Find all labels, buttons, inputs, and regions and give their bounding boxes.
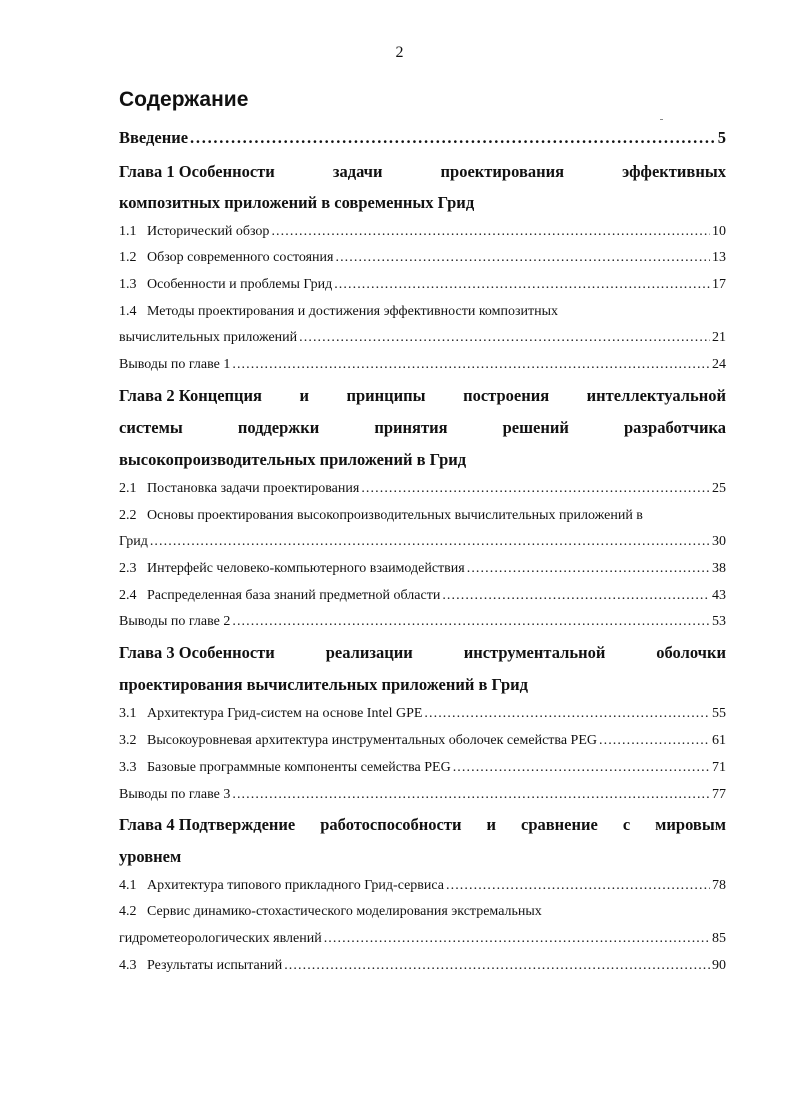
- toc-entry-title: Выводы по главе 2: [119, 614, 231, 629]
- dot-leader: [232, 614, 710, 630]
- toc-entry-page: 38: [712, 561, 726, 576]
- title-word: системы: [119, 418, 183, 437]
- title-word: оболочки: [656, 643, 726, 662]
- title-word: работоспособности: [320, 815, 462, 834]
- section-number: 2.1: [119, 481, 137, 496]
- dot-leader: [271, 224, 710, 240]
- section-number: 2.2: [119, 508, 137, 523]
- toc-entry-page: 90: [712, 958, 726, 973]
- dot-leader: [442, 588, 710, 604]
- toc-entry-2-2-line2[interactable]: [119, 534, 726, 554]
- chapter-3-title-line2[interactable]: проектирования вычислительных приложений в Грид: [119, 675, 529, 694]
- dot-leader: [324, 931, 710, 947]
- toc-entry-page: 53: [712, 614, 726, 629]
- page-title: Содержание: [119, 88, 249, 111]
- toc-entry-page: 30: [712, 534, 726, 549]
- title-word: поддержки: [237, 418, 320, 437]
- section-number: 1.3: [119, 277, 137, 292]
- section-number: 3.1: [119, 706, 137, 721]
- toc-entry-page: 21: [712, 330, 726, 345]
- toc-entry-page: 43: [712, 588, 726, 603]
- toc-entry-title: Интерфейс человеко-компьютерного взаимодействия: [147, 561, 465, 576]
- toc-entry-title: Основы проектирования высокопроизводительных вычислительных приложений в: [147, 508, 643, 523]
- title-word: задачи: [332, 162, 383, 181]
- section-number: 3.3: [119, 760, 137, 775]
- chapter-4-title-line1[interactable]: [119, 815, 726, 835]
- toc-entry-1-4-line2[interactable]: [119, 330, 726, 350]
- toc-entry-3-1[interactable]: [119, 706, 726, 726]
- dot-leader: [599, 733, 710, 749]
- toc-entry-1-2[interactable]: [119, 250, 726, 270]
- toc-entry-page: 25: [712, 481, 726, 496]
- toc-entry-intro[interactable]: [119, 128, 726, 152]
- toc-entry-title: Введение: [119, 128, 189, 147]
- section-number: 1.2: [119, 250, 137, 265]
- toc-entry-page: 78: [712, 878, 726, 893]
- chapter-4-title-line2[interactable]: уровнем: [119, 847, 182, 866]
- toc-entry-2-2-line1[interactable]: [119, 508, 643, 524]
- title-word: Глава 3 Особенности: [119, 643, 275, 662]
- toc-entry-title: Методы проектирования и достижения эффективности композитных: [147, 304, 559, 319]
- toc-entry-title: Архитектура типового прикладного Грид-сервиса: [147, 878, 444, 893]
- toc-entry-page: 17: [712, 277, 726, 292]
- chapter-1-title-line1[interactable]: [119, 162, 726, 182]
- section-number: 2.3: [119, 561, 137, 576]
- toc-entry-2-conclusion[interactable]: [119, 614, 726, 634]
- section-number: 4.1: [119, 878, 137, 893]
- toc-entry-title: Результаты испытаний: [147, 958, 283, 973]
- toc-entry-page: 71: [712, 760, 726, 775]
- toc-entry-title: Особенности и проблемы Грид: [147, 277, 333, 292]
- title-word: принципы: [346, 386, 426, 405]
- section-number: 1.4: [119, 304, 137, 319]
- section-number: 2.4: [119, 588, 137, 603]
- dot-leader: [232, 787, 710, 803]
- toc-entry-page: 24: [712, 357, 726, 372]
- toc-entry-title: вычислительных приложений: [119, 330, 298, 345]
- title-word: Глава 1 Особенности: [119, 162, 275, 181]
- chapter-2-title-line2[interactable]: [119, 418, 726, 438]
- toc-entry-4-2-line1[interactable]: [119, 904, 542, 920]
- toc-entry-title: Высокоуровневая архитектура инструментальных оболочек семейства PEG: [147, 733, 597, 748]
- toc-entry-title: Обзор современного состояния: [147, 250, 334, 265]
- toc-entry-2-4[interactable]: [119, 588, 726, 608]
- chapter-3-title-line1[interactable]: [119, 643, 726, 663]
- title-word: с: [622, 815, 631, 834]
- toc-entry-2-1[interactable]: [119, 481, 726, 501]
- dot-leader: [361, 481, 710, 497]
- section-number: 4.3: [119, 958, 137, 973]
- title-word: Глава 2 Концепция: [119, 386, 262, 405]
- section-number: 3.2: [119, 733, 137, 748]
- title-word: разработчика: [624, 418, 726, 437]
- dot-leader: [453, 760, 710, 776]
- dot-leader: [299, 330, 710, 346]
- title-word: Глава 4 Подтверждение: [119, 815, 296, 834]
- toc-entry-page: 85: [712, 931, 726, 946]
- dot-leader: [284, 958, 710, 974]
- title-word: инструментальной: [463, 643, 606, 662]
- toc-entry-1-3[interactable]: [119, 277, 726, 297]
- toc-entry-title: Выводы по главе 1: [119, 357, 231, 372]
- toc-entry-4-3[interactable]: [119, 958, 726, 978]
- toc-entry-4-2-line2[interactable]: [119, 931, 726, 951]
- chapter-2-title-line3[interactable]: высокопроизводительных приложений в Грид: [119, 450, 467, 469]
- toc-entry-1-4-line1[interactable]: [119, 304, 558, 320]
- toc-entry-1-conclusion[interactable]: [119, 357, 726, 377]
- title-word: интеллектуальной: [586, 386, 726, 405]
- toc-entry-title: Грид: [119, 534, 148, 549]
- title-word: построения: [463, 386, 550, 405]
- chapter-2-title-line1[interactable]: [119, 386, 726, 406]
- dot-leader: [190, 128, 716, 148]
- toc-entry-title: Базовые программные компоненты семейства PEG: [147, 760, 451, 775]
- toc-entry-title: Сервис динамико-стохастического моделирования экстремальных: [147, 904, 542, 919]
- toc-entry-3-conclusion[interactable]: [119, 787, 726, 807]
- title-word: реализации: [325, 643, 413, 662]
- toc-entry-title: Постановка задачи проектирования: [147, 481, 360, 496]
- dot-leader: [467, 561, 710, 577]
- toc-entry-page: 13: [712, 250, 726, 265]
- toc-entry-1-1[interactable]: [119, 224, 726, 244]
- toc-entry-page: 5: [717, 128, 726, 147]
- toc-entry-page: 77: [712, 787, 726, 802]
- title-word: решений: [502, 418, 569, 437]
- toc-entry-page: 61: [712, 733, 726, 748]
- toc-entry-4-1[interactable]: [119, 878, 726, 898]
- toc-entry-title: Выводы по главе 3: [119, 787, 231, 802]
- toc-entry-title: Исторический обзор: [147, 224, 270, 239]
- toc-entry-3-2[interactable]: [119, 733, 726, 753]
- dot-leader: [335, 250, 710, 266]
- title-word: проектирования: [440, 162, 565, 181]
- dot-leader: [446, 878, 710, 894]
- page-number: 2: [395, 44, 404, 61]
- title-word: мировым: [655, 815, 726, 834]
- chapter-1-title-line2[interactable]: композитных приложений в современных Грид: [119, 193, 475, 212]
- toc-entry-title: гидрометеорологических явлений: [119, 931, 322, 946]
- toc-entry-3-3[interactable]: [119, 760, 726, 780]
- dot-leader: [150, 534, 710, 550]
- dot-leader: [334, 277, 710, 293]
- title-word: и: [486, 815, 496, 834]
- dot-leader: [232, 357, 710, 373]
- toc-entry-title: Архитектура Грид-систем на основе Intel GPE: [147, 706, 423, 721]
- dot-leader: [424, 706, 710, 722]
- toc-entry-page: 55: [712, 706, 726, 721]
- title-word: и: [299, 386, 309, 405]
- toc-entry-2-3[interactable]: [119, 561, 726, 581]
- title-word: сравнение: [521, 815, 598, 834]
- section-number: 4.2: [119, 904, 137, 919]
- toc-entry-title: Распределенная база знаний предметной области: [147, 588, 441, 603]
- toc-entry-page: 10: [712, 224, 726, 239]
- scan-speck: [660, 119, 663, 120]
- title-word: принятия: [374, 418, 448, 437]
- section-number: 1.1: [119, 224, 137, 239]
- title-word: эффективных: [622, 162, 726, 181]
